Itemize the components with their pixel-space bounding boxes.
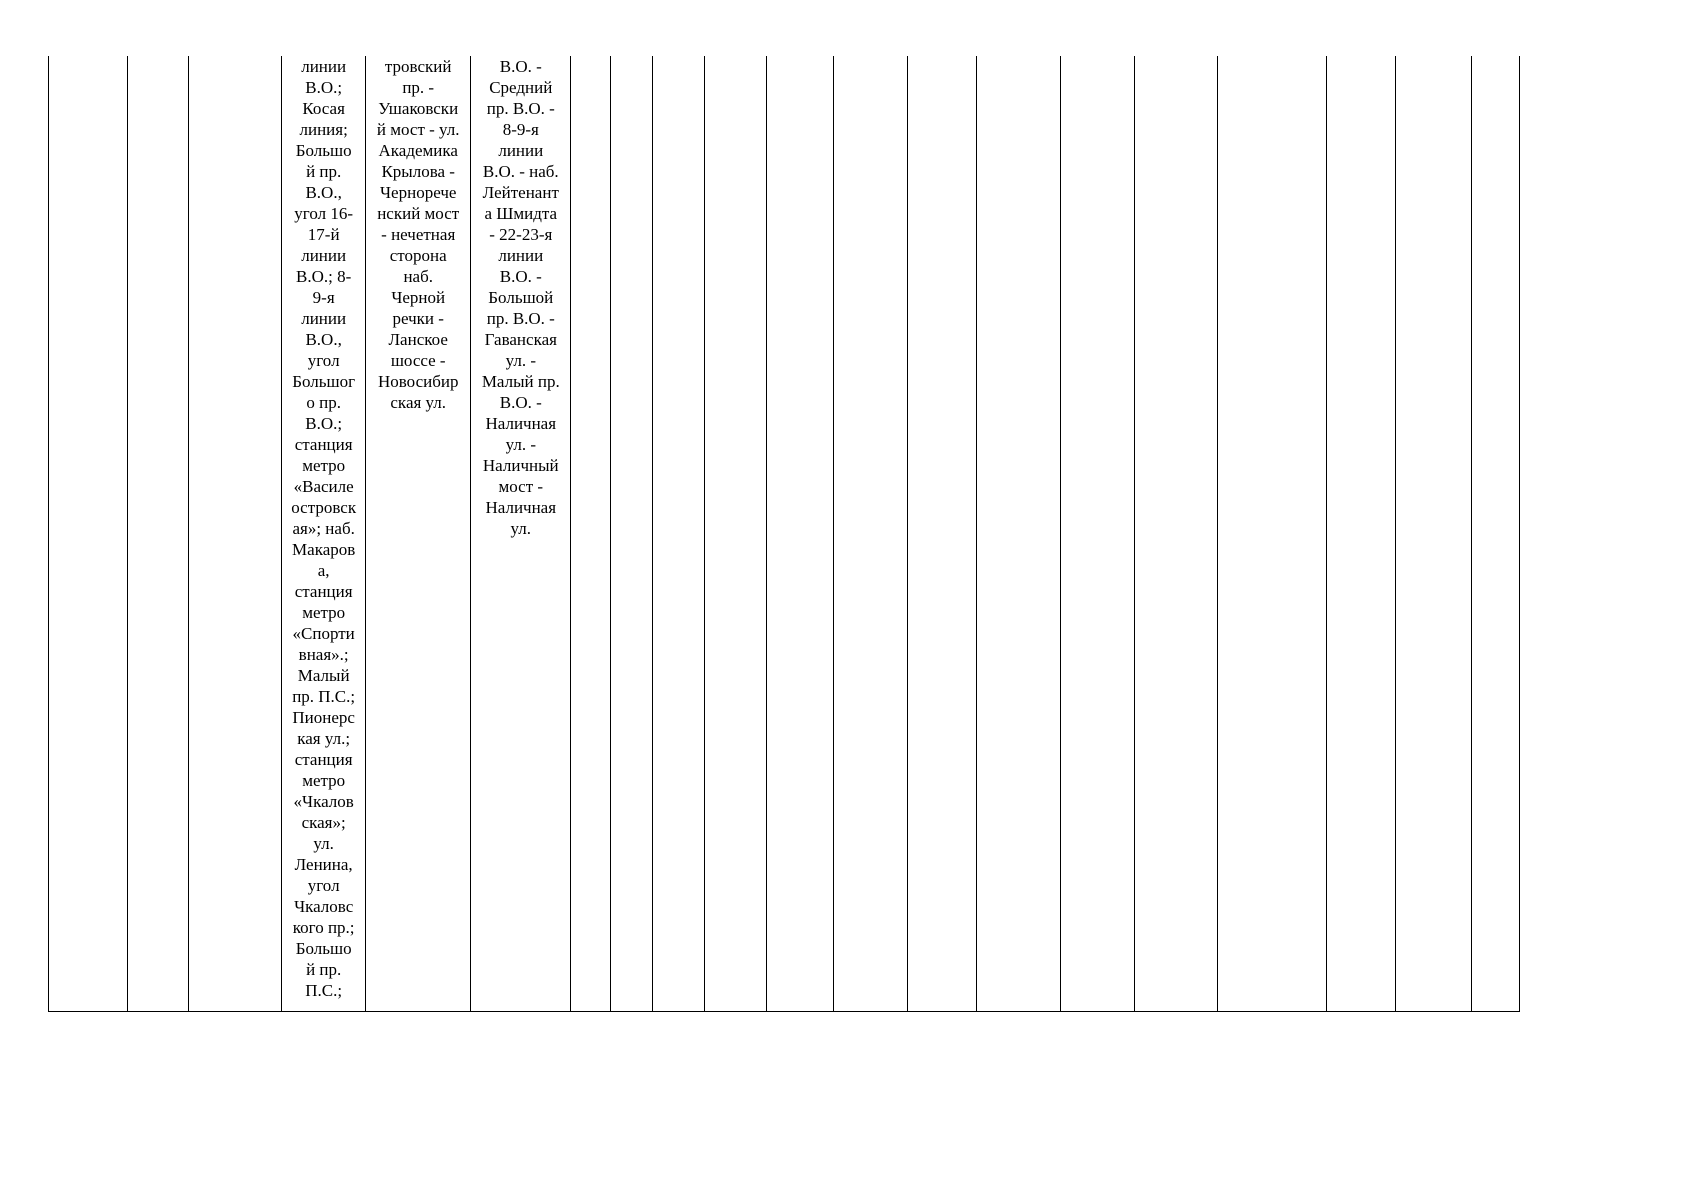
table-cell-16 [1134, 56, 1217, 1012]
table-cell-1 [49, 56, 128, 1012]
table-cell-8 [611, 56, 653, 1012]
table-cell-18 [1326, 56, 1395, 1012]
table-cell-9 [653, 56, 705, 1012]
table-cell-11 [767, 56, 834, 1012]
table-cell-19 [1395, 56, 1471, 1012]
table-row [49, 56, 1520, 1012]
table-cell-13 [908, 56, 976, 1012]
table-cell-3 [189, 56, 282, 1012]
stops-cell: линии В.О.; Косая линия; Большо й пр. В.О., угол 16- 17-й линии В.О.; 8- 9-я линии В.О., угол Большог о пр. В.О.; станция метро «Василе островск ая»; наб. Макаров а, станция метро «Спорти вная».; Малый пр. П.С.; Пионерс кая ул.; станция метро «Чкалов ская»; ул. Ленина, угол Чкаловс кого пр.; Большо й пр. П.С.; [282, 56, 366, 1012]
table-cell-20 [1471, 56, 1519, 1012]
table-cell-17 [1217, 56, 1326, 1012]
table-cell-12 [834, 56, 908, 1012]
table-cell-15 [1060, 56, 1134, 1012]
table-cell-7 [571, 56, 611, 1012]
route-path-return-cell: В.О. - Средний пр. В.О. - 8-9-я линии В.О. - наб. Лейтенант а Шмидта - 22-23-я линии В.О. - Большой пр. В.О. - Гаванская ул. - Малый пр. В.О. - Наличная ул. - Наличный мост - Наличная ул. [471, 56, 571, 1012]
table-cell-10 [705, 56, 767, 1012]
table-cell-2 [128, 56, 189, 1012]
table-cell-14 [976, 56, 1060, 1012]
route-path-cell: тровский пр. - Ушаковски й мост - ул. Академика Крылова - Чернорече нский мост - нечетная сторона наб. Черной речки - Ланское шоссе - Новосибир ская ул. [366, 56, 471, 1012]
route-table [48, 56, 1520, 1012]
